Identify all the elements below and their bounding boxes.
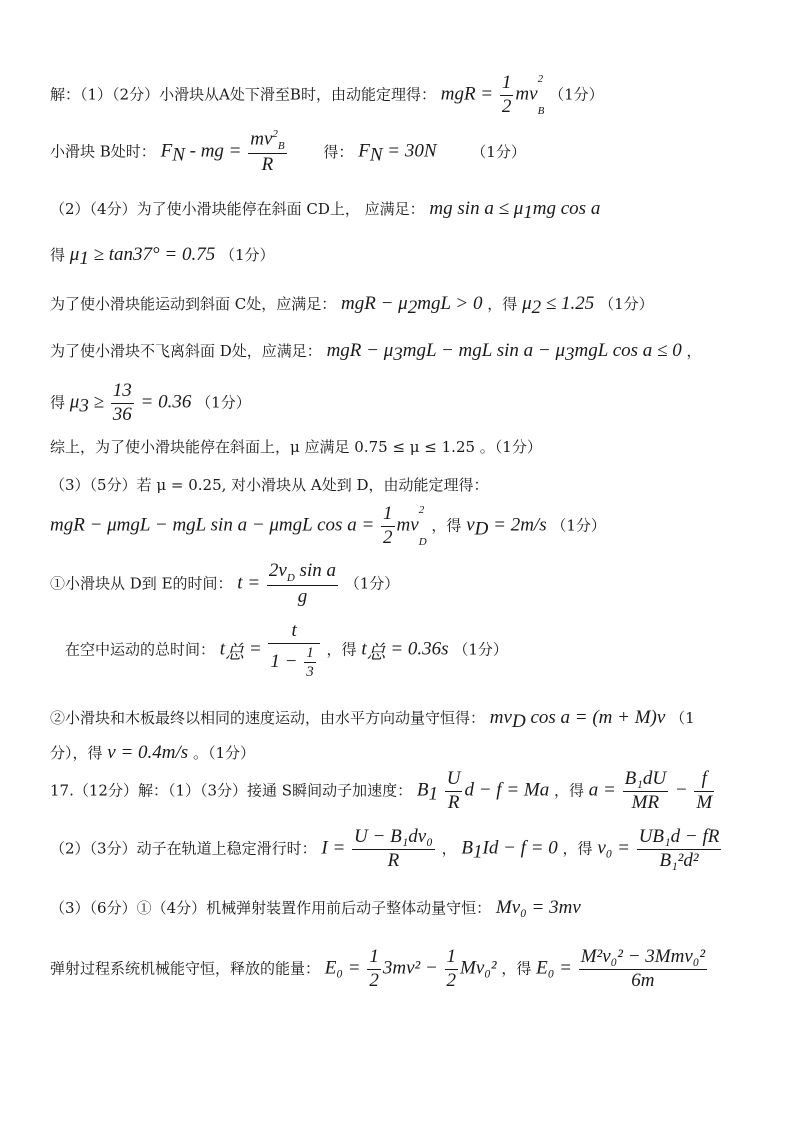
text: 得	[50, 393, 70, 412]
text: 为了使小滑块能运动到斜面 C处，应满足：	[50, 295, 337, 313]
formula: =	[244, 638, 267, 660]
formula: = 0.36s	[385, 638, 449, 660]
fraction	[248, 128, 286, 177]
fraction	[381, 503, 395, 550]
text: ①小滑块从 D到 E的时间：	[50, 574, 233, 593]
numerator-tail: sin a	[294, 560, 336, 581]
formula: F	[160, 140, 173, 162]
solution-line-15	[50, 768, 800, 815]
text: （2）（3分）动子在轨道上稳定滑行时：	[50, 839, 317, 858]
formula: F	[358, 140, 370, 162]
formula: mgR =	[440, 83, 494, 105]
formula: Id − f = 0	[482, 837, 558, 859]
fraction	[445, 768, 463, 815]
fraction	[445, 946, 459, 993]
denominator: 2	[446, 969, 457, 991]
subscript: 3	[393, 344, 403, 365]
formula: Mv₀²	[460, 957, 497, 979]
score: （1分）	[453, 640, 508, 659]
formula: v₀ =	[597, 837, 635, 859]
text: ，得	[562, 839, 598, 858]
text: ，得	[431, 516, 467, 535]
subscript: N	[369, 144, 383, 166]
formula: ≤ 1.25	[541, 293, 595, 314]
formula: μ	[522, 293, 532, 314]
solution-line-3	[50, 198, 800, 225]
subscript: 1	[79, 248, 89, 269]
formula: = 30N	[382, 140, 437, 162]
score: 。（1分）	[192, 744, 256, 762]
numerator: 1	[445, 946, 459, 970]
solution-line-16	[50, 826, 800, 873]
text: ，	[686, 342, 702, 360]
denominator: R	[261, 154, 274, 176]
superscript: 2	[418, 504, 425, 517]
subscript: B	[537, 104, 545, 117]
text: 得：	[323, 142, 354, 161]
formula: - mg =	[184, 140, 247, 162]
score: （1分）	[599, 295, 654, 313]
formula: mv	[396, 514, 419, 536]
fraction	[623, 768, 668, 815]
formula: ≥ tan37° = 0.75	[88, 244, 216, 265]
fraction	[268, 620, 319, 681]
text: ，得	[501, 959, 537, 978]
formula: d − f = Ma	[464, 779, 550, 801]
subscript: D	[286, 571, 295, 584]
fraction	[352, 826, 435, 873]
fraction	[500, 72, 514, 119]
subscript: 总	[225, 642, 245, 664]
solution-line-13	[50, 707, 800, 734]
numerator: U	[445, 768, 463, 792]
text: 小滑块 B处时：	[50, 142, 156, 161]
formula: t =	[237, 572, 265, 594]
superscript: 2	[537, 73, 544, 86]
subscript: 3	[79, 395, 89, 417]
denominator: 3	[306, 663, 314, 680]
subscript: N	[172, 144, 185, 166]
text: ，得	[326, 640, 362, 659]
text: 得	[50, 246, 70, 264]
formula: B	[416, 779, 429, 801]
numerator: M²v₀² − 3Mmv₀²	[579, 946, 707, 970]
solution-line-9	[50, 476, 800, 494]
text: 在空中运动的总时间：	[65, 640, 216, 659]
numerator: UB₁d − fR	[637, 826, 722, 850]
subscript: 2	[407, 297, 418, 318]
formula: mv	[489, 707, 512, 728]
subscript: 总	[366, 642, 386, 664]
formula: E₀ =	[324, 957, 366, 979]
text: ，得	[554, 781, 589, 800]
formula: mgL − mgL sin a − μ	[402, 340, 566, 361]
formula: = 0.36	[140, 391, 192, 413]
numerator: f	[694, 768, 714, 792]
score: （1分）	[551, 516, 606, 535]
formula: cos a = (m + M)v	[525, 707, 666, 728]
numerator: 1	[306, 644, 314, 661]
numerator: 13	[111, 380, 134, 404]
denominator: M	[696, 791, 713, 813]
numerator: 1	[367, 946, 381, 970]
formula: 3mv² −	[382, 957, 443, 979]
formula: B	[461, 837, 474, 859]
solution-line-6	[50, 340, 800, 367]
text: 为了使小滑块不飞离斜面 D处，应满足：	[50, 342, 322, 360]
numerator: t	[268, 620, 319, 644]
superscript: 2	[272, 128, 278, 140]
denominator: g	[297, 585, 308, 607]
formula: mgR − μmgL − mgL sin a − μmgL cos a =	[50, 514, 380, 536]
fraction	[111, 380, 134, 427]
numerator: mv	[250, 128, 273, 150]
denominator: 2	[383, 526, 393, 548]
formula: ≥	[88, 391, 109, 413]
denominator: 1 −	[270, 650, 303, 672]
text: 综上，为了使小滑块能停在斜面上，μ 应满足 0.75 ≤ μ ≤ 1.25 。（1分）	[50, 438, 542, 456]
text: ②小滑块和木板最终以相同的速度运动，由水平方向动量守恒得：	[50, 709, 486, 727]
text: 17.（12分）解：（1）（3分）接通 S瞬间动子加速度：	[50, 781, 413, 800]
subscript: 1	[428, 783, 438, 805]
solution-line-14	[50, 742, 800, 765]
subscript: 3	[565, 344, 575, 365]
formula: μ	[69, 244, 80, 265]
formula: mgL > 0	[417, 293, 483, 314]
numerator: 1	[500, 72, 514, 96]
numerator: 1	[381, 503, 395, 527]
formula: mg sin a ≤ μ	[429, 198, 524, 219]
denominator: 2	[501, 95, 512, 117]
denominator: 36	[112, 403, 132, 425]
score: （1分）	[344, 574, 400, 593]
score: （1	[670, 709, 695, 727]
formula: v = 0.4m/s	[107, 742, 189, 763]
text: 弹射过程系统机械能守恒，释放的能量：	[50, 959, 321, 978]
formula: mgR − μ	[341, 293, 408, 314]
solution-line-7	[50, 380, 800, 427]
formula: mgR − μ	[326, 340, 394, 361]
solution-line-4	[50, 244, 800, 271]
text: 解：（1）（2分）小滑块从A处下滑至B时，由动能定理得：	[50, 85, 436, 104]
formula: mv	[515, 83, 538, 105]
fraction	[267, 560, 338, 609]
formula: μ	[69, 391, 80, 413]
solution-line-10	[50, 503, 800, 550]
denominator: R	[447, 791, 460, 813]
text: （3）（5分）若 μ = 0.25, 对小滑块从 A处到 D，由动能定理得：	[50, 476, 489, 494]
solution-line-17	[50, 897, 800, 920]
formula: Mv₀ = 3mv	[495, 897, 581, 918]
denominator: MR	[631, 791, 660, 813]
denominator: R	[387, 849, 400, 871]
subscript: 2	[531, 297, 542, 318]
numerator: B₁dU	[623, 768, 668, 792]
subscript: D	[474, 518, 489, 540]
formula: t	[361, 638, 367, 660]
subscript: 1	[523, 202, 533, 223]
numerator: 2v	[268, 560, 287, 581]
fraction	[367, 946, 381, 993]
text: （2）（4分）为了使小滑块能停在斜面 CD上， 应满足：	[50, 200, 425, 218]
formula: v	[466, 514, 475, 536]
formula: = 2m/s	[488, 514, 547, 536]
text: 分），得	[50, 744, 108, 762]
fraction	[694, 768, 714, 815]
subscript: D	[418, 535, 427, 548]
denominator: 6m	[631, 969, 655, 991]
denominator: B₁²d²	[659, 849, 699, 871]
solution-line-5	[50, 293, 800, 320]
solution-line-11	[50, 560, 800, 609]
score: （1分）	[220, 246, 275, 264]
fraction	[637, 826, 722, 873]
numerator: U − B₁dv₀	[352, 826, 435, 850]
text: ，	[441, 839, 457, 858]
formula: t	[219, 638, 226, 660]
solution-line-2	[50, 128, 800, 177]
formula: E₀ =	[536, 957, 577, 979]
score: （1分）	[549, 85, 604, 104]
score: （1分）	[196, 393, 251, 412]
formula: mgL cos a ≤ 0	[574, 340, 682, 361]
solution-line-18	[50, 946, 800, 993]
subscript: D	[511, 711, 526, 732]
subscript: 1	[473, 841, 483, 863]
denominator: 2	[369, 969, 379, 991]
solution-line-12	[65, 620, 800, 681]
solution-line-1	[50, 72, 800, 119]
text: （3）（6分）①（4分）机械弹射装置作用前后动子整体动量守恒：	[50, 899, 492, 917]
formula: −	[670, 779, 693, 801]
solution-line-8	[50, 438, 800, 456]
score: （1分）	[471, 142, 526, 161]
formula: mg cos a	[532, 198, 601, 219]
formula: I =	[321, 837, 351, 859]
text: ，得	[487, 295, 523, 313]
formula: a =	[588, 779, 621, 801]
subscript: B	[277, 140, 285, 153]
fraction	[579, 946, 707, 993]
